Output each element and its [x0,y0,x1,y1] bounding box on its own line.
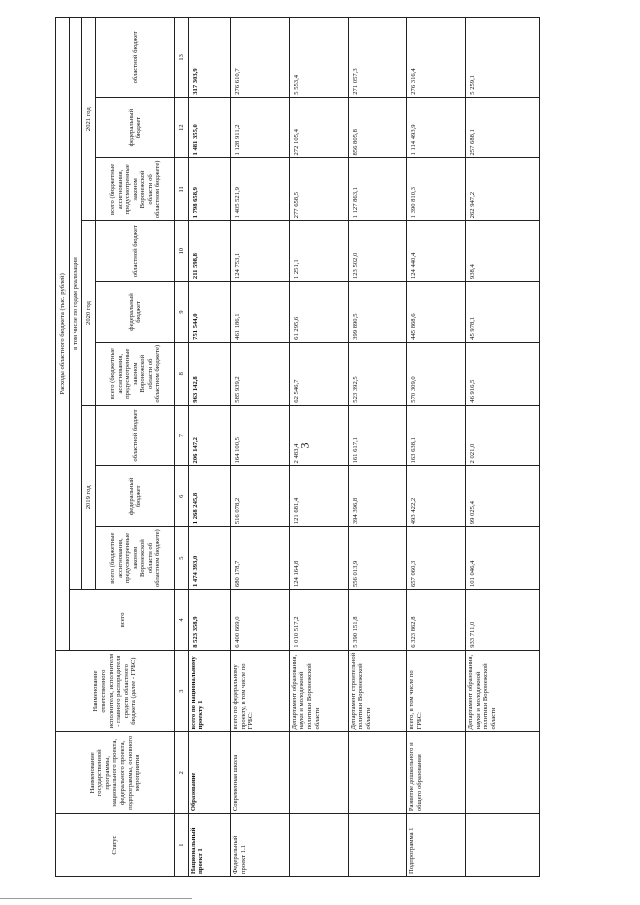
row-federal-2019: 394 396,8 [348,466,407,527]
row-law-2019: 657 060,3 [407,527,466,590]
row-regional-2019: 164 100,5 [231,405,290,466]
row-law-2020: 570 309,0 [407,342,466,405]
row-regional-2020: 1 251,1 [289,221,348,282]
row-law-2019: 1 474 393,0 [188,527,231,590]
row-federal-2019: 99 025,4 [466,466,540,527]
table-row [466,18,540,877]
row-regional-2020: 124 440,4 [407,221,466,282]
row-regional-2021: 271 057,3 [348,18,407,98]
row-law-2020: 523 392,5 [348,342,407,405]
row-executor: всего по федеральному проекту, в том числе по ГРБС: [231,650,290,732]
row-name: Развитие дошкольного и общего образования [407,732,466,814]
row-federal-2020: 45 978,1 [466,282,540,343]
row-regional-2019: 2 483,4 [289,405,348,466]
header-law-2020: всего (бюджетные ассигнования, предусмотренные законом Воронежской области об областном бюджете) [96,342,175,405]
header-federal-2019: федеральный бюджет [96,466,175,527]
row-federal-2021: 257 688,1 [466,97,540,158]
column-index-row [175,18,188,877]
col-index: 10 [175,221,188,282]
row-name [348,732,407,814]
row-regional-2021: 276 316,4 [407,18,466,98]
header-total: всего [70,590,175,651]
header-status: Статус [56,814,175,877]
row-regional-2021: 5 259,1 [466,18,540,98]
row-law-2021: 1 390 810,3 [407,158,466,221]
row-regional-2019: 2 021,0 [466,405,540,466]
page-number: 3 [297,442,312,449]
row-status [348,814,407,877]
row-federal-2021: 1 481 355,0 [188,97,231,158]
row-executor: Департамент образования, науки и молодежной политики Воронежской области [289,650,348,732]
col-index: 13 [175,18,188,98]
header-regional-2021: областной бюджет [96,18,175,98]
header-federal-2021: федеральный бюджет [96,97,175,158]
row-federal-2021: 1 128 911,2 [231,97,290,158]
col-index: 9 [175,282,188,343]
table-row [289,18,348,877]
row-total: 6 400 669,0 [231,590,290,651]
row-regional-2020: 123 502,0 [348,221,407,282]
row-federal-2019: 493 422,2 [407,466,466,527]
row-status: Национальный проект 1 [188,814,231,877]
row-executor: Департамент образования, науки и молодежной политики Воронежской области [466,650,540,732]
row-total: 5 390 151,8 [348,590,407,651]
row-federal-2020: 751 544,0 [188,282,231,343]
row-federal-2019: 516 078,2 [231,466,290,527]
row-total: 6 323 862,8 [407,590,466,651]
row-status: Федеральный проект 1.1 [231,814,290,877]
table-row [231,18,290,877]
row-federal-2020: 461 186,1 [231,282,290,343]
row-executor: всего по национальному проекту 1 [188,650,231,732]
row-regional-2019: 206 147,2 [188,405,231,466]
row-federal-2021: 856 805,8 [348,97,407,158]
row-total: 8 523 358,9 [188,590,231,651]
row-federal-2021: 1 114 493,9 [407,97,466,158]
row-law-2019: 101 046,4 [466,527,540,590]
header-regional-2020: областной бюджет [96,221,175,282]
row-law-2021: 1 127 863,1 [348,158,407,221]
row-regional-2020: 938,4 [466,221,540,282]
row-name: Современная школа [231,732,290,814]
col-index: 4 [175,590,188,651]
header-program-name: Наименование государственной программы, национального проекта, федерального проекта, подпрограммы, основного мероприятия [56,732,175,814]
row-law-2019: 680 178,7 [231,527,290,590]
header-law-2019: всего (бюджетные ассигнования, предусмотренные законом Воронежской области об областном бюджете) [96,527,175,590]
budget-table [55,17,540,877]
col-index: 11 [175,158,188,221]
table-row [407,18,466,877]
row-name [466,732,540,814]
row-federal-2021: 272 105,4 [289,97,348,158]
row-regional-2021: 276 610,7 [231,18,290,98]
row-executor: Департамент строительной политики Воронежской области [348,650,407,732]
row-law-2020: 46 916,5 [466,342,540,405]
row-federal-2019: 1 268 245,8 [188,466,231,527]
col-index: 3 [175,650,188,732]
row-total: 933 711,0 [466,590,540,651]
row-regional-2021: 5 553,4 [289,18,348,98]
row-regional-2019: 161 617,1 [348,405,407,466]
col-index: 6 [175,466,188,527]
row-name [289,732,348,814]
row-regional-2020: 211 598,8 [188,221,231,282]
row-name: Образование [188,732,231,814]
header-2020: 2020 год [82,221,96,405]
footer-divider [0,898,192,899]
row-federal-2020: 445 868,6 [407,282,466,343]
row-law-2019: 124 164,8 [289,527,348,590]
row-federal-2019: 121 681,4 [289,466,348,527]
header-federal-2020: федеральный бюджет [96,282,175,343]
row-law-2020: 963 142,8 [188,342,231,405]
row-law-2020: 585 939,2 [231,342,290,405]
table-row [188,18,231,877]
row-law-2020: 62 546,7 [289,342,348,405]
header-expenses: Расходы областного бюджета (тыс. рублей) [56,18,70,651]
row-regional-2021: 317 303,9 [188,18,231,98]
row-regional-2019: 163 638,1 [407,405,466,466]
row-regional-2020: 124 753,1 [231,221,290,282]
table-row [348,18,407,877]
row-law-2021: 262 947,2 [466,158,540,221]
row-law-2019: 556 013,9 [348,527,407,590]
row-status: Подпрограмма 1 [407,814,466,877]
header-by-years: в том числе по годам реализации [70,18,82,590]
row-federal-2020: 61 295,6 [289,282,348,343]
row-status [466,814,540,877]
budget-table-rotated [55,17,540,877]
row-total: 1 010 517,2 [289,590,348,651]
col-index: 2 [175,732,188,814]
col-index: 1 [175,814,188,877]
row-law-2021: 1 798 658,9 [188,158,231,221]
header-executor: Наименование ответственного исполнителя, исполнителя - главного распорядителя средств областного бюджета (далее - ГРБС) [56,650,175,732]
row-executor: всего, в том числе по ГРБС: [407,650,466,732]
row-status [289,814,348,877]
header-2019: 2019 год [82,405,96,589]
col-index: 12 [175,97,188,158]
col-index: 8 [175,342,188,405]
row-law-2021: 277 658,5 [289,158,348,221]
header-regional-2019: областной бюджет [96,405,175,466]
row-law-2021: 1 405 521,9 [231,158,290,221]
col-index: 7 [175,405,188,466]
col-index: 5 [175,527,188,590]
header-2021: 2021 год [82,18,96,221]
header-law-2021: всего (бюджетные ассигнования, предусмотренные законом Воронежской области об областном бюджете) [96,158,175,221]
row-federal-2020: 399 890,5 [348,282,407,343]
